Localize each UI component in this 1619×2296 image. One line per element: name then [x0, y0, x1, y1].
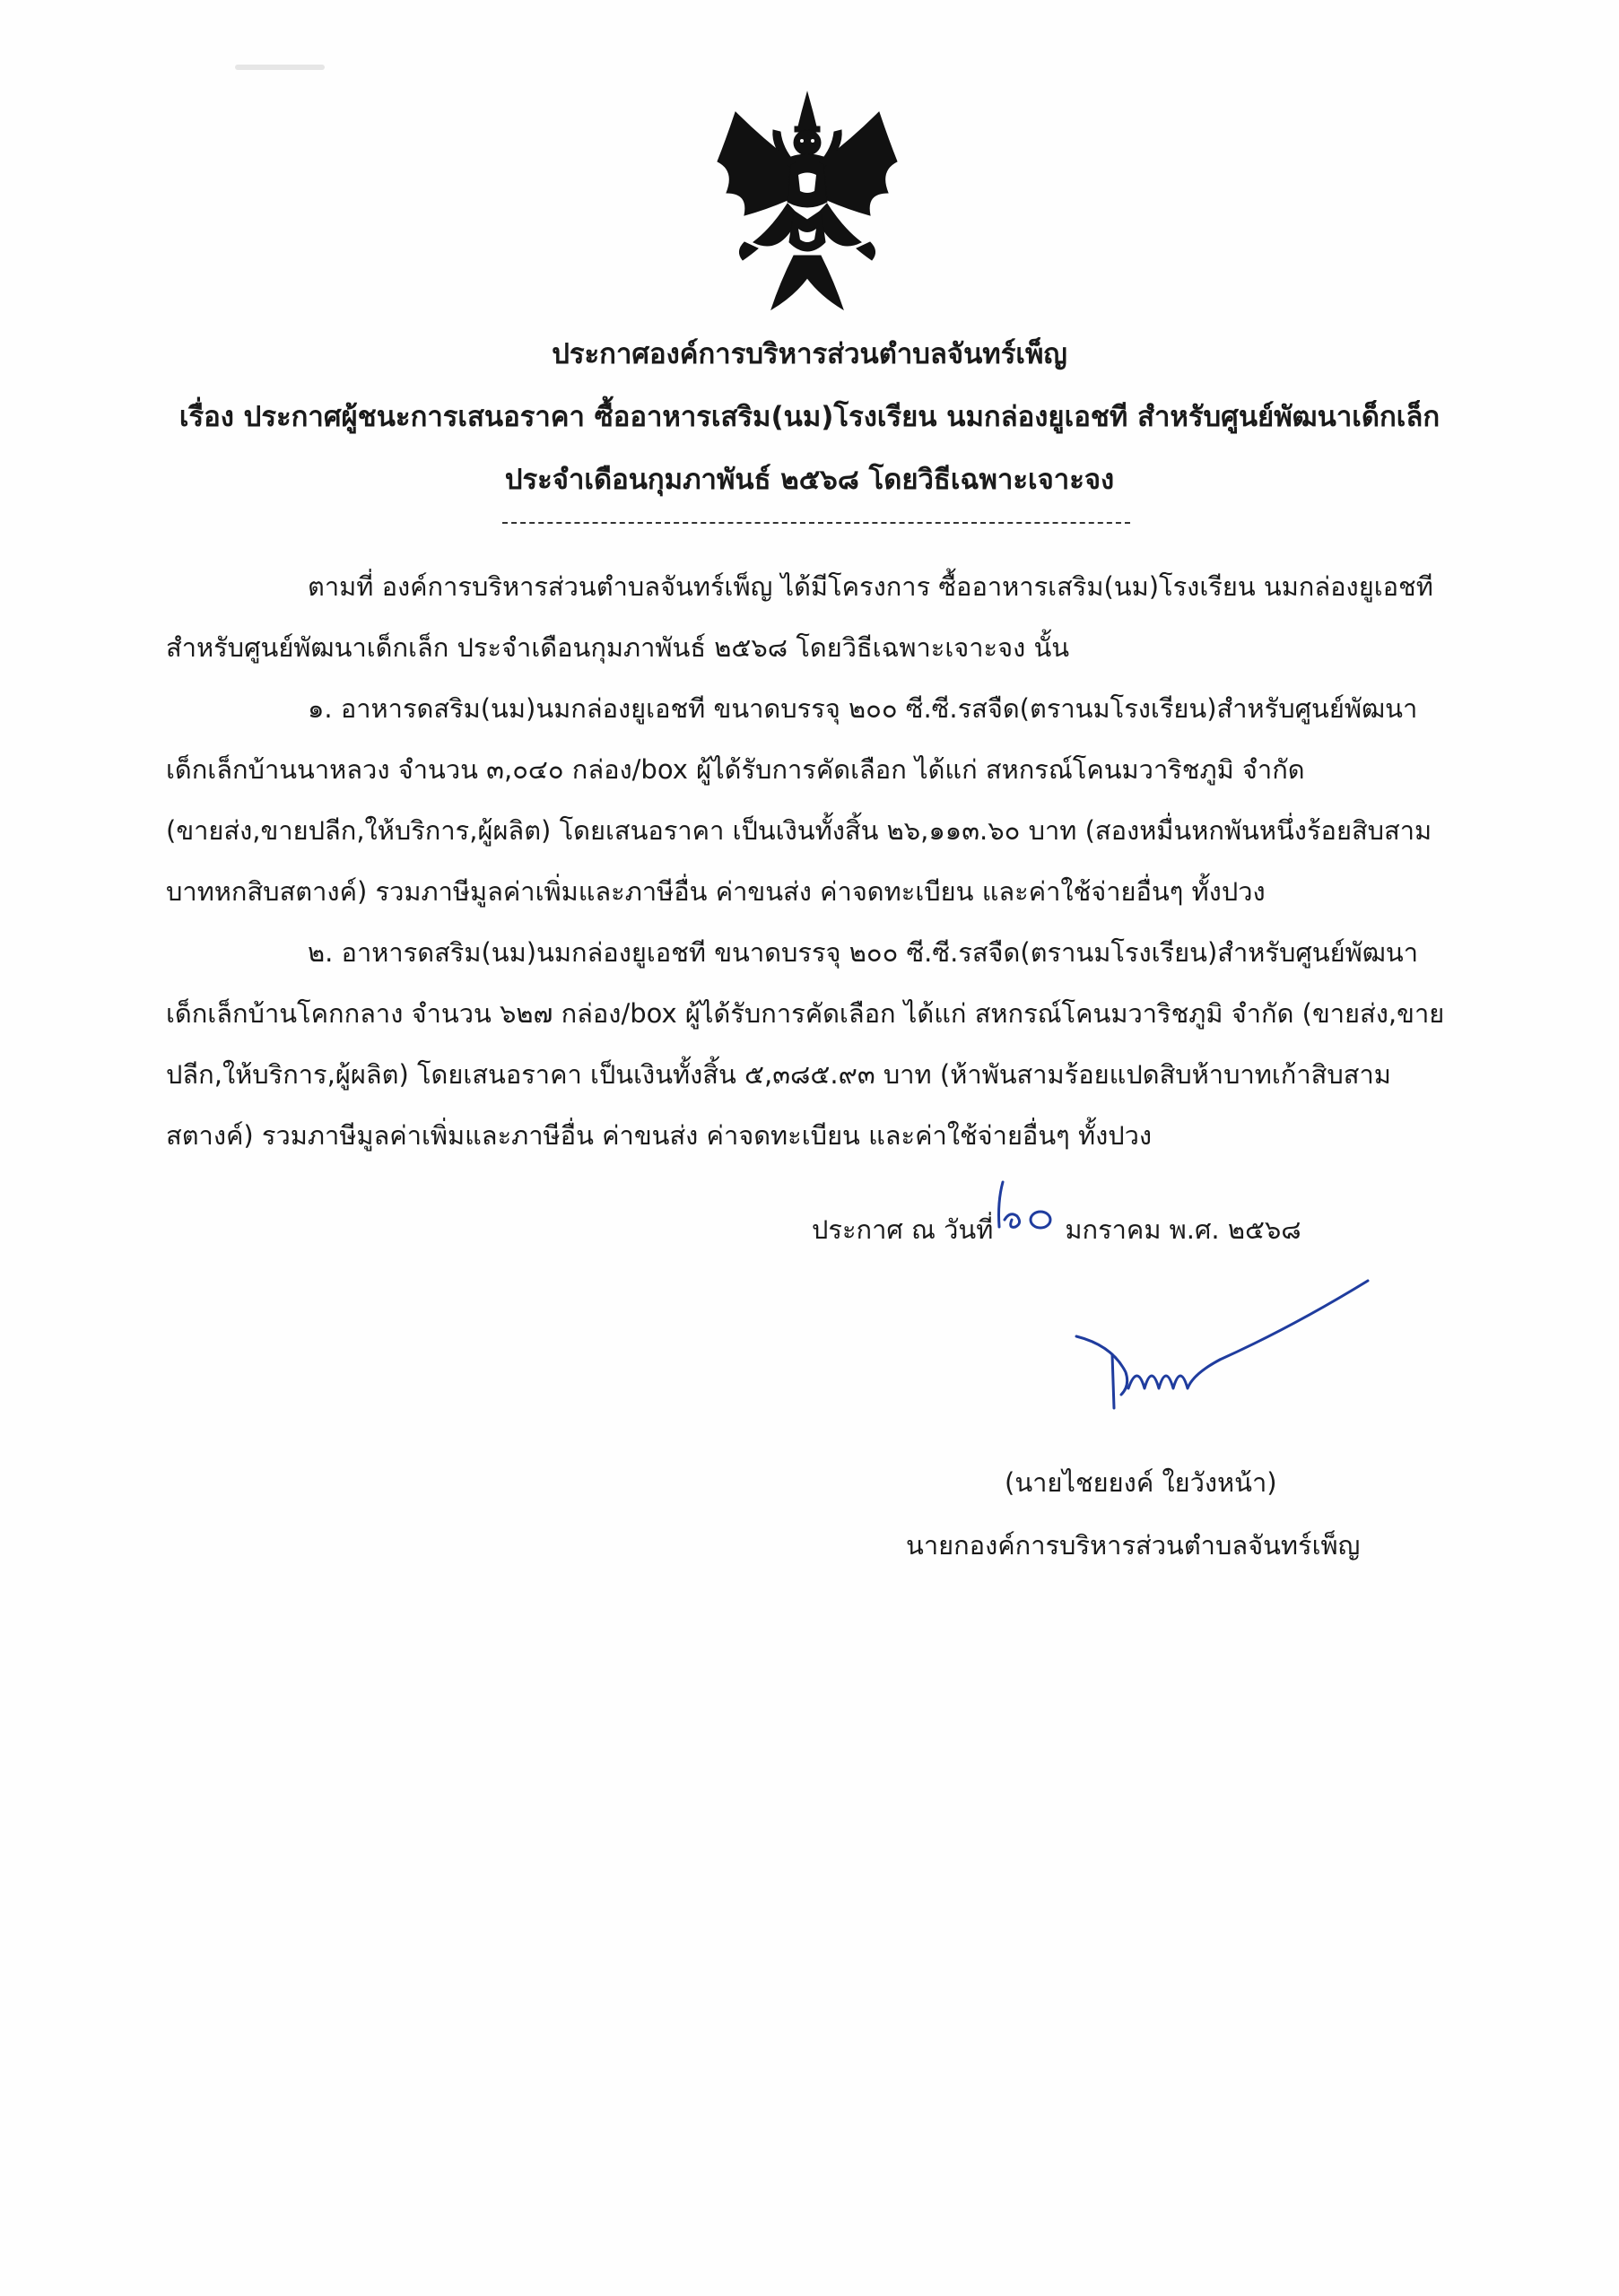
title-line-3: ประจำเดือนกุมภาพันธ์ ๒๕๖๘ โดยวิธีเฉพาะเจาะจง [504, 464, 1115, 496]
item-1-line-1: ๑. อาหารดสริม(นม)นมกล่องยูเอชที ขนาดบรรจุ ๒๐๐ ซี.ซี.รสจืด(ตรานมโรงเรียน)สำหรับศูนย์พัฒนา [308, 693, 1418, 724]
signature-mark [1058, 1274, 1381, 1435]
title-divider [502, 522, 1130, 524]
scan-artifact [235, 65, 325, 70]
title-line-2: เรื่อง ประกาศผู้ชนะการเสนอราคา ซื้ออาหารเสริม(นม)โรงเรียน นมกล่องยูเอชที สำหรับศูนย์พัฒนาเด็กเล็ก [178, 401, 1441, 433]
announcement-body [166, 556, 1467, 1166]
announcement-title [135, 323, 1484, 511]
signer-position: นายกองค์การบริหารส่วนตำบลจันทร์เพ็ญ [906, 1530, 1361, 1561]
date-prefix: ประกาศ ณ วันที่ [812, 1214, 994, 1245]
item-1-line-4: บาทหกสิบสตางค์) รวมภาษีมูลค่าเพิ่มและภาษีอื่น ค่าขนส่ง ค่าจดทะเบียน และค่าใช้จ่ายอื่นๆ ทั้งปวง [166, 876, 1266, 907]
item-2-line-4: สตางค์) รวมภาษีมูลค่าเพิ่มและภาษีอื่น ค่าขนส่ง ค่าจดทะเบียน และค่าใช้จ่ายอื่นๆ ทั้งปวง [166, 1120, 1153, 1151]
item-2-line-3: ปลีก,ให้บริการ,ผู้ผลิต) โดยเสนอราคา เป็นเงินทั้งสิ้น ๕,๓๘๕.๙๓ บาท (ห้าพันสามร้อยแปดสิบห้าบาทเก้าสิบสาม [166, 1059, 1391, 1090]
date-month-year: มกราคม พ.ศ. ๒๕๖๘ [1065, 1214, 1301, 1245]
title-line-1: ประกาศองค์การบริหารส่วนตำบลจันทร์เพ็ญ [552, 338, 1067, 370]
item-2-line-2: เด็กเล็กบ้านโคกกลาง จำนวน ๖๒๗ กล่อง/box ผู้ได้รับการคัดเลือก ได้แก่ สหกรณ์โคนมวาริชภูมิ จำกัด (ขายส่ง,ขาย [166, 998, 1445, 1029]
item-paragraph-1 [166, 678, 1467, 922]
item-2-line-1: ๒. อาหารดสริม(นม)นมกล่องยูเอชที ขนาดบรรจุ ๒๐๐ ซี.ซี.รสจืด(ตรานมโรงเรียน)สำหรับศูนย์พัฒนา [308, 937, 1418, 968]
item-paragraph-2 [166, 922, 1467, 1166]
item-1-line-3: (ขายส่ง,ขายปลีก,ให้บริการ,ผู้ผลิต) โดยเสนอราคา เป็นเงินทั้งสิ้น ๒๖,๑๑๓.๖๐ บาท (สองหมื่นหกพันหนึ่งร้อยสิบสาม [166, 815, 1432, 846]
handwritten-day-mark [978, 1175, 1085, 1247]
item-1-line-2: เด็กเล็กบ้านนาหลวง จำนวน ๓,๐๔๐ กล่อง/box ผู้ได้รับการคัดเลือก ได้แก่ สหกรณ์โคนมวาริชภูมิ จำกัด [166, 754, 1305, 785]
intro-paragraph [166, 556, 1467, 678]
intro-line-2: สำหรับศูนย์พัฒนาเด็กเล็ก ประจำเดือนกุมภาพันธ์ ๒๕๖๘ โดยวิธีเฉพาะเจาะจง นั้น [166, 632, 1070, 663]
signer-name: (นายไชยยงค์ ใยวังหน้า) [1005, 1467, 1277, 1498]
intro-line-1: ตามที่ องค์การบริหารส่วนตำบลจันทร์เพ็ญ ได้มีโครงการ ซื้ออาหารเสริม(นม)โรงเรียน นมกล่องยูเอชที [308, 571, 1433, 602]
garuda-emblem-icon [709, 85, 906, 323]
